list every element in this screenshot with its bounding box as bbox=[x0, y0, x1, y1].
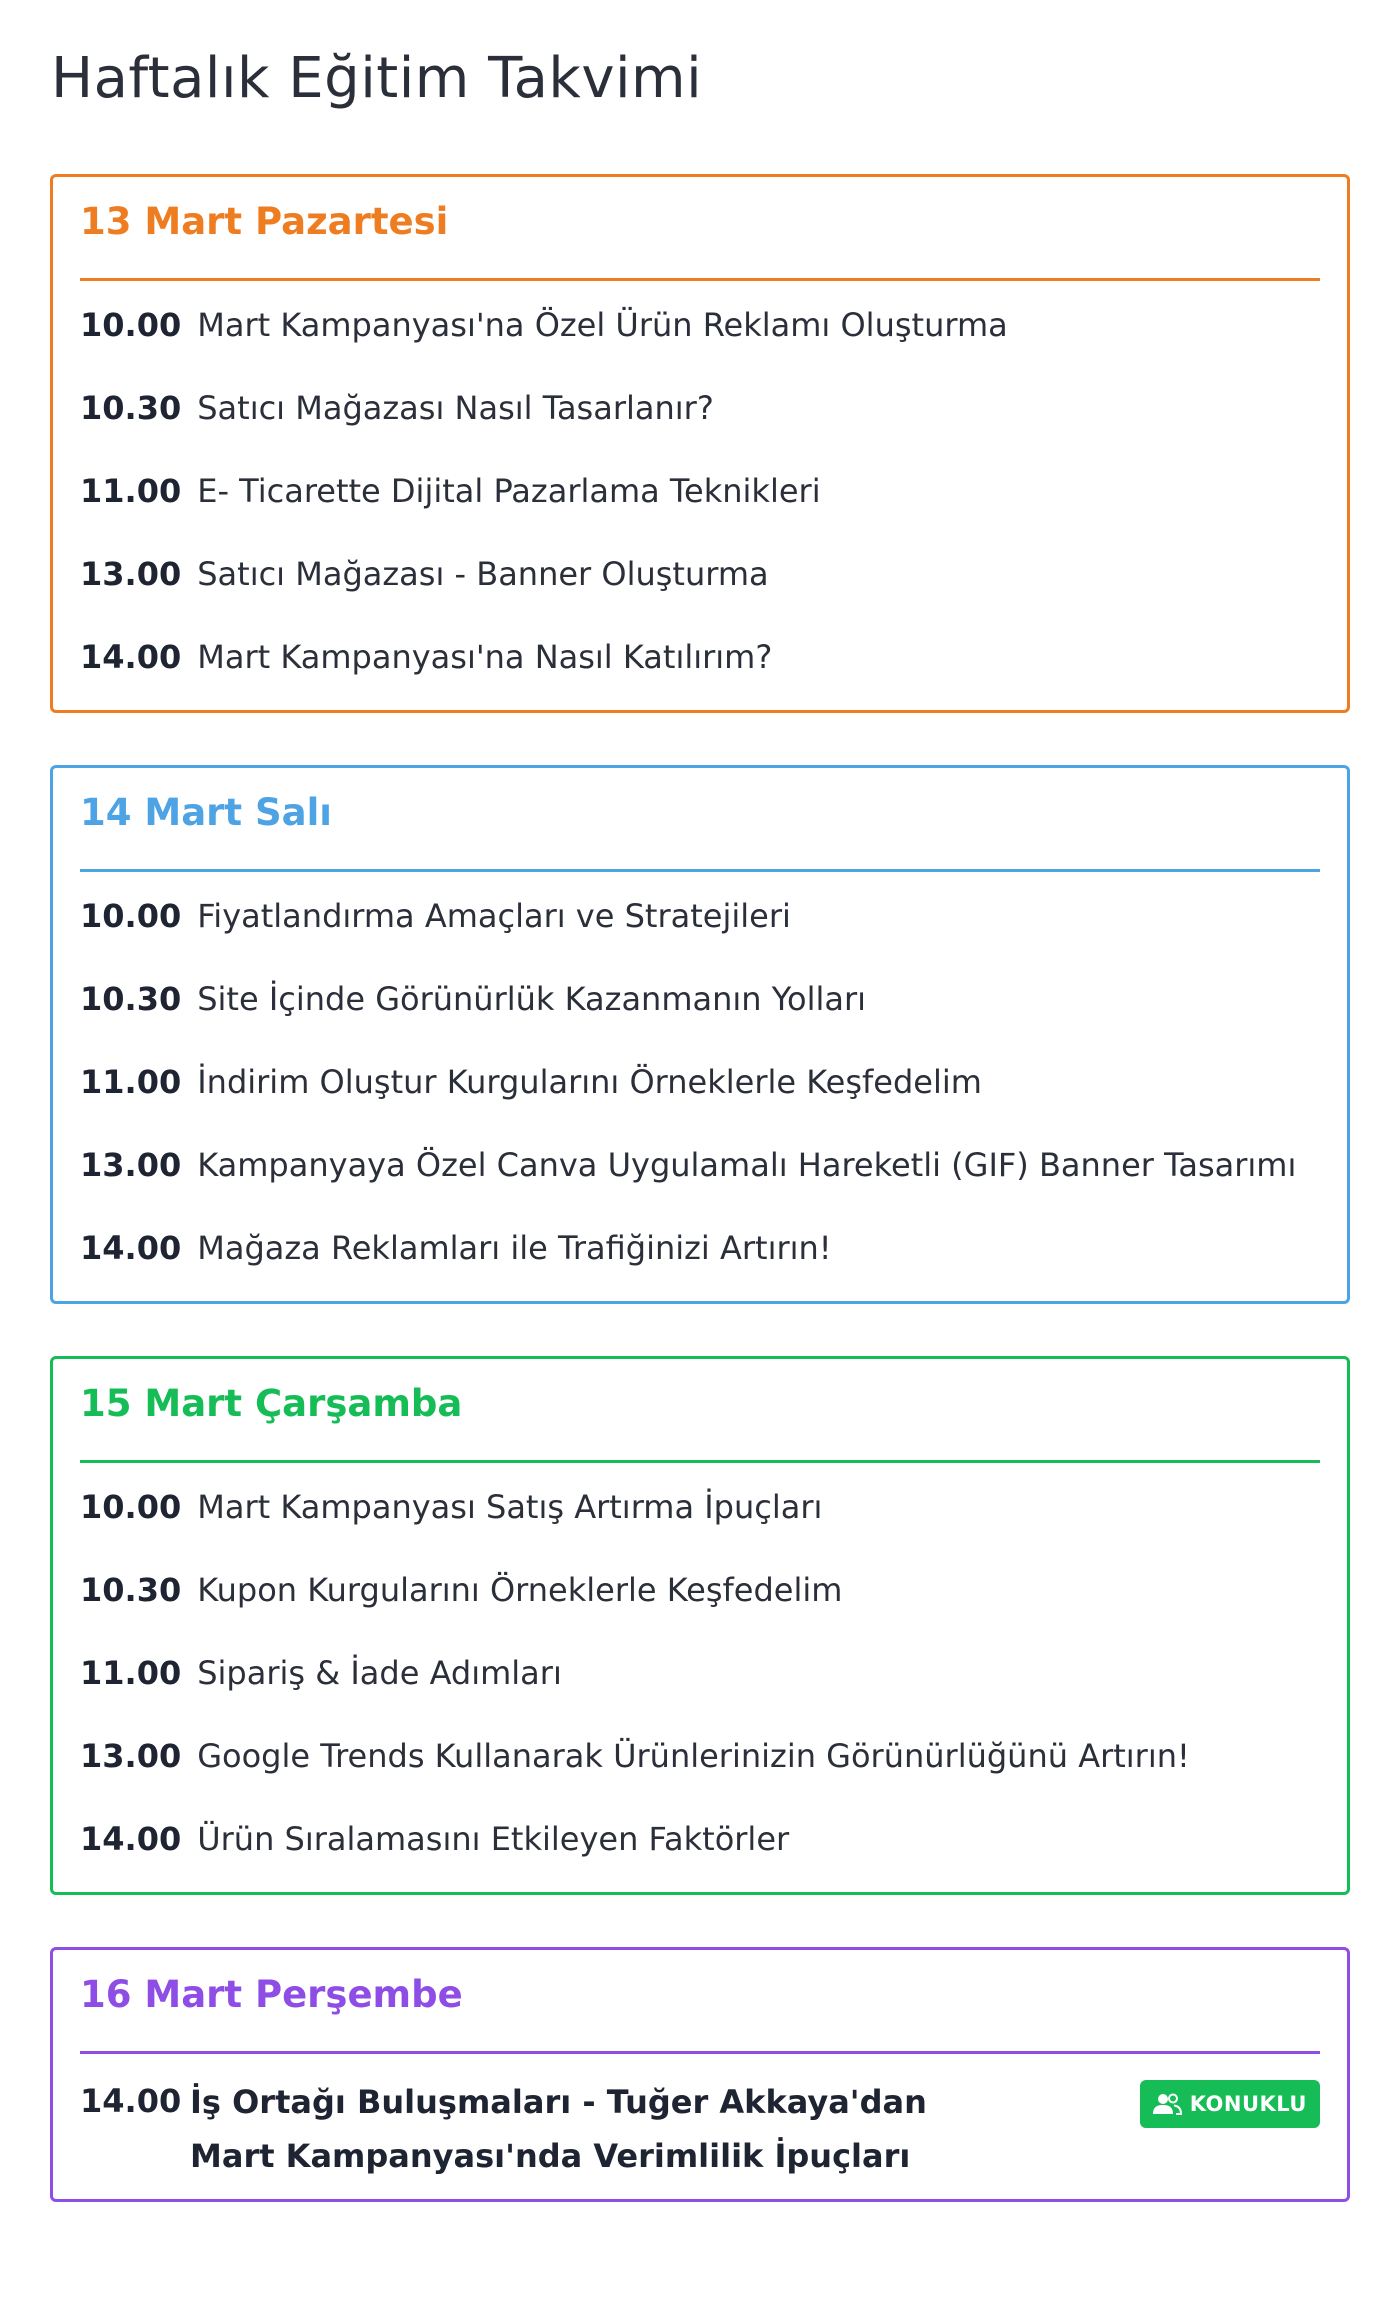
session-time: 10.00 bbox=[80, 305, 182, 344]
session-time: 11.00 bbox=[80, 471, 182, 510]
session-item bbox=[80, 957, 1320, 1040]
session-item bbox=[80, 1206, 1320, 1289]
session-topic: Mağaza Reklamları ile Trafiğinizi Artırın! bbox=[197, 1228, 832, 1267]
session-item bbox=[80, 532, 1320, 615]
session-item bbox=[80, 615, 1320, 698]
session-item bbox=[80, 1714, 1320, 1797]
session-item bbox=[80, 1797, 1320, 1880]
session-topic: Site İçinde Görünürlük Kazanmanın Yolları bbox=[197, 979, 867, 1018]
session-item bbox=[80, 874, 1320, 957]
guest-badge bbox=[1140, 2080, 1320, 2128]
session-item bbox=[80, 366, 1320, 449]
session-topic: Satıcı Mağazası Nasıl Tasarlanır? bbox=[197, 388, 714, 427]
session-time: 13.00 bbox=[80, 1736, 182, 1775]
session-topic: İndirim Oluştur Kurgularını Örneklerle Keşfedelim bbox=[197, 1062, 982, 1101]
session-time: 14.00 bbox=[80, 1228, 182, 1267]
session-topic: Kupon Kurgularını Örneklerle Keşfedelim bbox=[197, 1570, 843, 1609]
session-topic: Mart Kampanyası'na Özel Ürün Reklamı Oluşturma bbox=[197, 305, 1008, 344]
session-list bbox=[80, 874, 1320, 1289]
session-list bbox=[80, 283, 1320, 698]
day-title: 14 Mart Salı bbox=[80, 791, 332, 834]
day-card-thursday bbox=[50, 1947, 1350, 2202]
session-topic: Google Trends Kullanarak Ürünlerinizin Görünürlüğünü Artırın! bbox=[197, 1736, 1190, 1775]
users-icon bbox=[1152, 2092, 1182, 2116]
session-time: 11.00 bbox=[80, 1062, 182, 1101]
day-divider bbox=[80, 869, 1320, 872]
session-time: 10.30 bbox=[80, 388, 182, 427]
session-topic: Satıcı Mağazası - Banner Oluşturma bbox=[197, 554, 769, 593]
session-topic: Mart Kampanyası Satış Artırma İpuçları bbox=[197, 1487, 823, 1526]
session-topic: Sipariş & İade Adımları bbox=[197, 1653, 562, 1692]
session-topic: E- Ticarette Dijital Pazarlama Teknikleri bbox=[197, 471, 821, 510]
session-time: 14.00 bbox=[80, 1819, 182, 1858]
session-item bbox=[80, 1465, 1320, 1548]
session-item bbox=[80, 1040, 1320, 1123]
day-card-tuesday bbox=[50, 765, 1350, 1304]
session-time: 13.00 bbox=[80, 1145, 182, 1184]
session-topic: Kampanyaya Özel Canva Uygulamalı Hareketli (GIF) Banner Tasarımı bbox=[197, 1145, 1297, 1184]
day-card-monday bbox=[50, 174, 1350, 713]
session-item bbox=[80, 1123, 1320, 1206]
session-time: 11.00 bbox=[80, 1653, 182, 1692]
session-list bbox=[80, 1465, 1320, 1880]
session-time: 10.00 bbox=[80, 896, 182, 935]
session-time: 10.30 bbox=[80, 1570, 182, 1609]
guest-badge-label: KONUKLU bbox=[1189, 2092, 1307, 2116]
session-topic: Mart Kampanyası'na Nasıl Katılırım? bbox=[197, 637, 773, 676]
day-divider bbox=[80, 1460, 1320, 1463]
session-item bbox=[80, 1548, 1320, 1631]
session-topic bbox=[190, 2075, 1090, 2183]
session-time: 13.00 bbox=[80, 554, 182, 593]
page-title: Haftalık Eğitim Takvimi bbox=[51, 46, 703, 111]
session-time: 14.00 bbox=[80, 2082, 182, 2120]
session-time: 10.00 bbox=[80, 1487, 182, 1526]
session-topic-line-1: İş Ortağı Buluşmaları - Tuğer Akkaya'dan bbox=[190, 2083, 927, 2121]
day-title: 13 Mart Pazartesi bbox=[80, 200, 449, 243]
session-time: 14.00 bbox=[80, 637, 182, 676]
session-item bbox=[80, 449, 1320, 532]
day-title: 16 Mart Perşembe bbox=[80, 1973, 463, 2016]
day-card-wednesday bbox=[50, 1356, 1350, 1895]
session-item bbox=[80, 1631, 1320, 1714]
session-topic-line-2: Mart Kampanyası'nda Verimlilik İpuçları bbox=[190, 2137, 911, 2175]
day-divider bbox=[80, 278, 1320, 281]
session-topic: Fiyatlandırma Amaçları ve Stratejileri bbox=[197, 896, 791, 935]
session-time: 10.30 bbox=[80, 979, 182, 1018]
day-title: 15 Mart Çarşamba bbox=[80, 1382, 463, 1425]
session-item bbox=[80, 283, 1320, 366]
session-topic: Ürün Sıralamasını Etkileyen Faktörler bbox=[197, 1819, 790, 1858]
day-divider bbox=[80, 2051, 1320, 2054]
